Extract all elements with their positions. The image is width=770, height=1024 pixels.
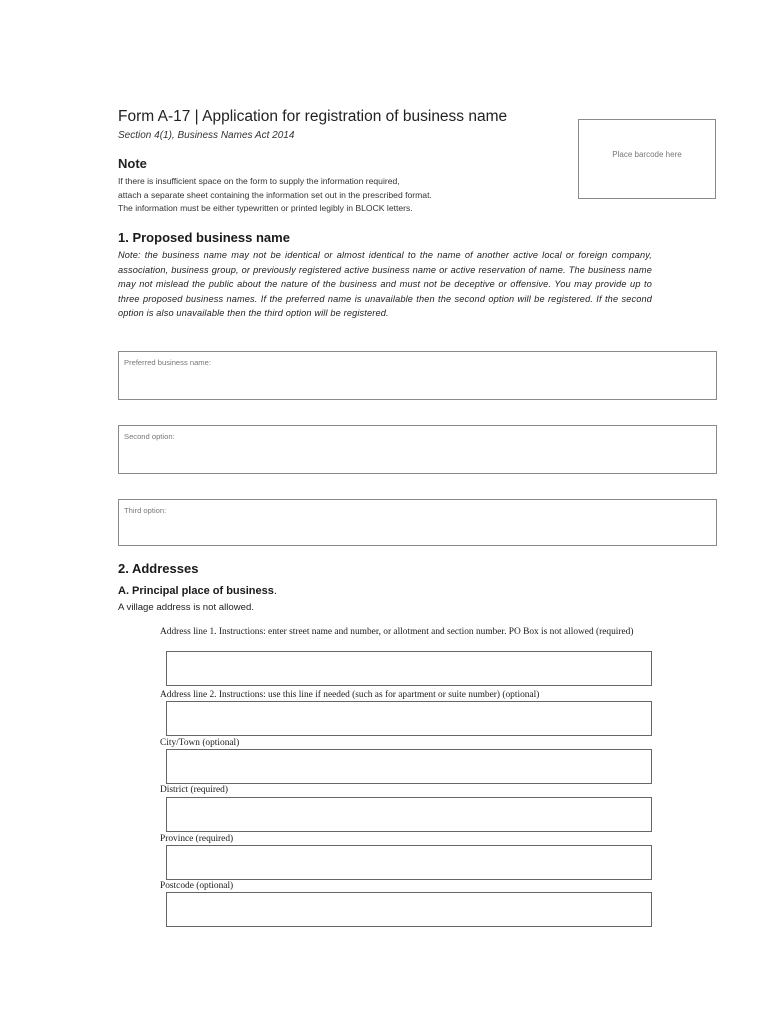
barcode-box — [578, 119, 716, 199]
preferred-business-name-field[interactable] — [118, 351, 717, 400]
note-line: attach a separate sheet containing the information set out in the prescribed format. — [118, 190, 432, 200]
principal-place-heading — [118, 585, 277, 597]
proposed-name-note: Note: the business name may not be identical or almost identical to the name of another active local or foreign company, association, business group, or previously registered active business name or active reservation of name. The business name may not mislead the public about the nature of the business and must not be deceptive or offensive. You may provide up to three proposed business names. If the preferred name is unavailable then the second option will be registered. If the second option is also unavailable then the third option will be registered. — [118, 250, 652, 319]
address-line-1-label: Address line 1. Instructions: enter street name and number, or allotment and section number. PO Box is not allowed (required) — [160, 627, 634, 637]
principal-place-heading-text: A. Principal place of business — [118, 585, 274, 597]
postcode-label: Postcode (optional) — [160, 881, 234, 891]
principal-place-heading-suffix: . — [273, 585, 277, 597]
village-address-note: A village address is not allowed. — [118, 602, 254, 613]
note-heading: Note — [118, 156, 147, 171]
province-input[interactable] — [166, 845, 652, 880]
second-option-label: Second option: — [124, 432, 175, 441]
section-heading-addresses: 2. Addresses — [118, 561, 199, 576]
form-title: Form A-17 | Application for registration of business name — [118, 108, 508, 125]
third-option-label: Third option: — [124, 506, 167, 515]
city-town-input[interactable] — [166, 749, 652, 784]
third-option-field[interactable] — [118, 499, 717, 546]
district-input[interactable] — [166, 797, 652, 832]
district-label: District (required) — [160, 785, 228, 795]
postcode-input[interactable] — [166, 892, 652, 927]
address-line-1-input[interactable] — [166, 651, 652, 686]
city-town-label: City/Town (optional) — [160, 738, 240, 748]
barcode-placeholder-label: Place barcode here — [612, 150, 682, 159]
note-line: If there is insufficient space on the form to supply the information required, — [118, 176, 400, 186]
section-heading-proposed-business-name: 1. Proposed business name — [118, 230, 290, 245]
preferred-business-name-label: Preferred business name: — [124, 358, 211, 367]
province-label: Province (required) — [160, 834, 234, 844]
address-line-2-input[interactable] — [166, 701, 652, 736]
form-subtitle: Section 4(1), Business Names Act 2014 — [118, 130, 295, 141]
note-line: The information must be either typewritten or printed legibly in BLOCK letters. — [118, 203, 413, 213]
address-line-2-label: Address line 2. Instructions: use this line if needed (such as for apartment or suite number) (optional) — [160, 690, 540, 700]
second-option-field[interactable] — [118, 425, 717, 474]
